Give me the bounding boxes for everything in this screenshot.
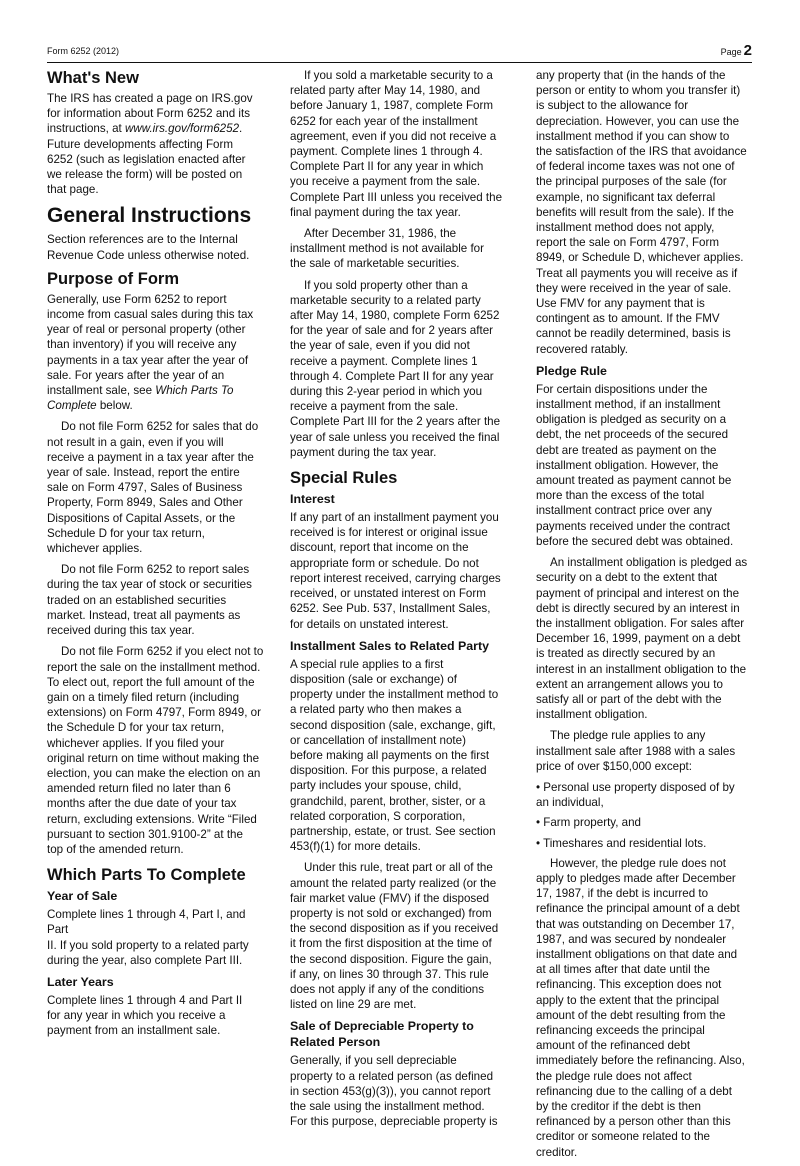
purpose-paragraph-3: Do not file Form 6252 to report sales during the tax year of stock or securities traded on an established securities market. Instead, treat all payments as received during this tax year. (47, 563, 252, 638)
text: below. (96, 399, 133, 413)
related-party-heading: Installment Sales to Related Party (290, 638, 490, 653)
later-years-heading: Later Years (47, 974, 114, 989)
column-3 (536, 68, 754, 1166)
form-label: Form 6252 (2012) (47, 46, 120, 56)
purpose-paragraph-4: Do not file Form 6252 if you elect not to report the sale on the installment method. To elect out, report the full amount of the gain on a timely filed return (including extensions) on Form 4797, Form 8949, or the Schedule D for your tax return, whichever applies. If you filed your original return on time without making the election, you can make the election on an amended return filed no later than 6 months after the due date of your tax return, excluding extensions. Write “Filed pursuant to section 301.9100-2” at the top of the amended return. (47, 645, 264, 856)
whats-new-heading: What's New (47, 69, 139, 87)
list-item: • Timeshares and residential lots. (536, 836, 707, 850)
paragraph: any property that (in the hands of the person or entity to whom you transfer it) is subject to the allowance for depreciation. However, you can use the installment method if you can show to the satisfaction of the IRS that avoidance of federal income taxes was not one of the principal purposes of the sale (for example, no significant tax deferral benefits will result from the sale). If the installment method does not apply, report the sale on Form 4797, Form 8949, or Schedule D, whichever applies. Treat all payments you will receive as if they were received in the year of sale. Use FMV for any payment that is contingent as to amount. If the FMV cannot be readily determined, basis is recovered ratably. (536, 69, 747, 356)
related-party-paragraph-2: Under this rule, treat part or all of the amount the related party realized (or the fair market value (FMV) if the disposed property is not sold or exchanged) from the second disposition as if you received it from the first disposition at the time of the second disposition. Figure the gain, if any, on lines 30 through 37. This rule does not apply if any of the conditions listed on line 29 are met. (290, 861, 499, 1012)
pledge-paragraph-1: For certain dispositions under the installment method, if an installment obligation is pledged as security on a debt, the net proceeds of the secured debt are treated as payment on the installment obligation. However, the amount treated as payment cannot be more than the excess of the total installment contract price over any payments received under the contract before the secured debt was obtained. (536, 382, 734, 548)
purpose-paragraph-2: Do not file Form 6252 for sales that do not result in a gain, even if you will receive a payment in a tax year after the year of sale. Instead, report the entire sale on Form 4797, Sales of Business Property, Form 8949, Sales and Other Dispositions of Capital Assets, or the Schedule D for your tax return, whichever applies. (47, 420, 259, 556)
depreciable-property-paragraph: Generally, if you sell depreciable property to a related person (as defined in section 453(g)(3)), you cannot report the sale using the installment method. For this purpose, depreciable property is (290, 1054, 498, 1129)
pledge-rule-heading: Pledge Rule (536, 363, 607, 378)
header-rule (47, 62, 752, 63)
page-number (721, 42, 752, 59)
depreciable-property-heading: Sale of Depreciable Property to Related Person (290, 1019, 474, 1050)
pledge-paragraph-4: However, the pledge rule does not apply to pledges made after December 17, 1987, if the debt is incurred to refinance the principal amount of a debt that was outstanding on December 17, 1987, and was secured by nondealer installment obligations on that date and at all times after that date until the refinancing. This exception does not apply to the extent that the principal amount of the debt resulting from the refinancing exceeds the principal amount of the refinanced debt immediately before the refinancing. Also, the pledge rule does not affect refinancing due to the calling of a debt by the creditor if the debt is then refinanced by a person other than this creditor or someone related to the creditor. (536, 856, 745, 1159)
general-instructions-heading: General Instructions (47, 204, 252, 228)
related-party-paragraph-1: A special rule applies to a first disposition (sale or exchange) of property under the installment method to a related party who then makes a second disposition (sale, exchange, gift, or cancellation of installment note) before making all payments on the first disposition. For this purpose, a related party includes your spouse, child, grandchild, parent, brother, sister, or a related corporation, S corporation, partnership, estate, or trust. See section 453(f)(1) for more details. (290, 657, 499, 854)
page-number-value: 2 (743, 42, 752, 59)
text: . Future developments affecting Form 6252 (such as legislation enacted after we release the form) will be posted on that page. (47, 122, 246, 197)
cross-reference: Which Parts To Complete (47, 384, 234, 413)
pledge-paragraph-2: An installment obligation is pledged as security on a debt to the extent that payment of principal and interest on the debt is directly secured by an interest in the installment obligation. For sales after December 16, 1999, payment on a debt is treated as directly secured by an interest in an installment obligation to the extent an arrangement allows you to satisfy all or part of the debt with the installment obligation. (536, 556, 748, 722)
special-rules-heading: Special Rules (290, 469, 398, 488)
purpose-paragraph-1 (47, 292, 265, 414)
interest-paragraph: If any part of an installment payment you received is for interest or original issue discount, report that income on the appropriate form or schedule. Do not report interest received, carrying charges received, or unstated interest on Form 6252. See Pub. 537, Installment Sales, for details on unstated interest. (290, 511, 501, 631)
later-years-paragraph: Complete lines 1 through 4 and Part II for any year in which you receive a payment from an installment sale. (47, 993, 243, 1038)
paragraph: If you sold property other than a marketable security to a related party after May 14, 1980, complete Form 6252 for the year of sale and for 2 years after the year of sale, even if you did not receive a payment. Complete lines 1 through 4. Complete Part II for any year during this 2-year period in which you receive a payment from the sale. Complete Part III for the 2 years after the year of sale unless you received the final payment during the tax year. (290, 278, 501, 459)
irs-link[interactable]: www.irs.gov/form6252 (124, 122, 240, 136)
page-label: Page (720, 47, 742, 57)
paragraph: After December 31, 1986, the installment method is not available for the sale of marketable securities. (290, 227, 484, 271)
list-item: • Farm property, and (536, 816, 642, 830)
interest-heading: Interest (290, 492, 335, 507)
text: Generally, use Form 6252 to report income from casual sales during this tax year of real or personal property (other than inventory) if you will receive any payments in a tax year after the year of sale. For years after the year of an installment sale, see (47, 292, 254, 398)
pledge-paragraph-3: The pledge rule applies to any installment sale after 1988 with a sales price of over $150,000 except: (536, 729, 736, 773)
whats-new-paragraph (47, 91, 265, 197)
list-item: • Personal use property disposed of by an individual, (536, 780, 735, 810)
text: The IRS has created a page on IRS.gov for information about Form 6252 and its instructions, at (47, 92, 253, 136)
column-2 (290, 68, 508, 1135)
year-of-sale-paragraph: Complete lines 1 through 4, Part I, and Part II. If you sold property to a related party during the year, also complete Part III. (47, 908, 249, 967)
purpose-heading: Purpose of Form (47, 269, 180, 288)
paragraph: If you sold a marketable security to a related party after May 14, 1980, and before January 1, 1987, complete Form 6252 for each year of the installment agreement, even if you did not receive a payment. Complete lines 1 through 4. Complete Part II for any year in which you receive a payment from the sale. Complete Part III unless you received the final payment during the tax year. (290, 69, 503, 219)
general-paragraph: Section references are to the Internal Revenue Code unless otherwise noted. (47, 233, 250, 262)
exceptions-list (536, 780, 754, 851)
column-1 (47, 68, 265, 1045)
year-of-sale-heading: Year of Sale (47, 889, 118, 904)
which-parts-heading: Which Parts To Complete (47, 866, 246, 885)
